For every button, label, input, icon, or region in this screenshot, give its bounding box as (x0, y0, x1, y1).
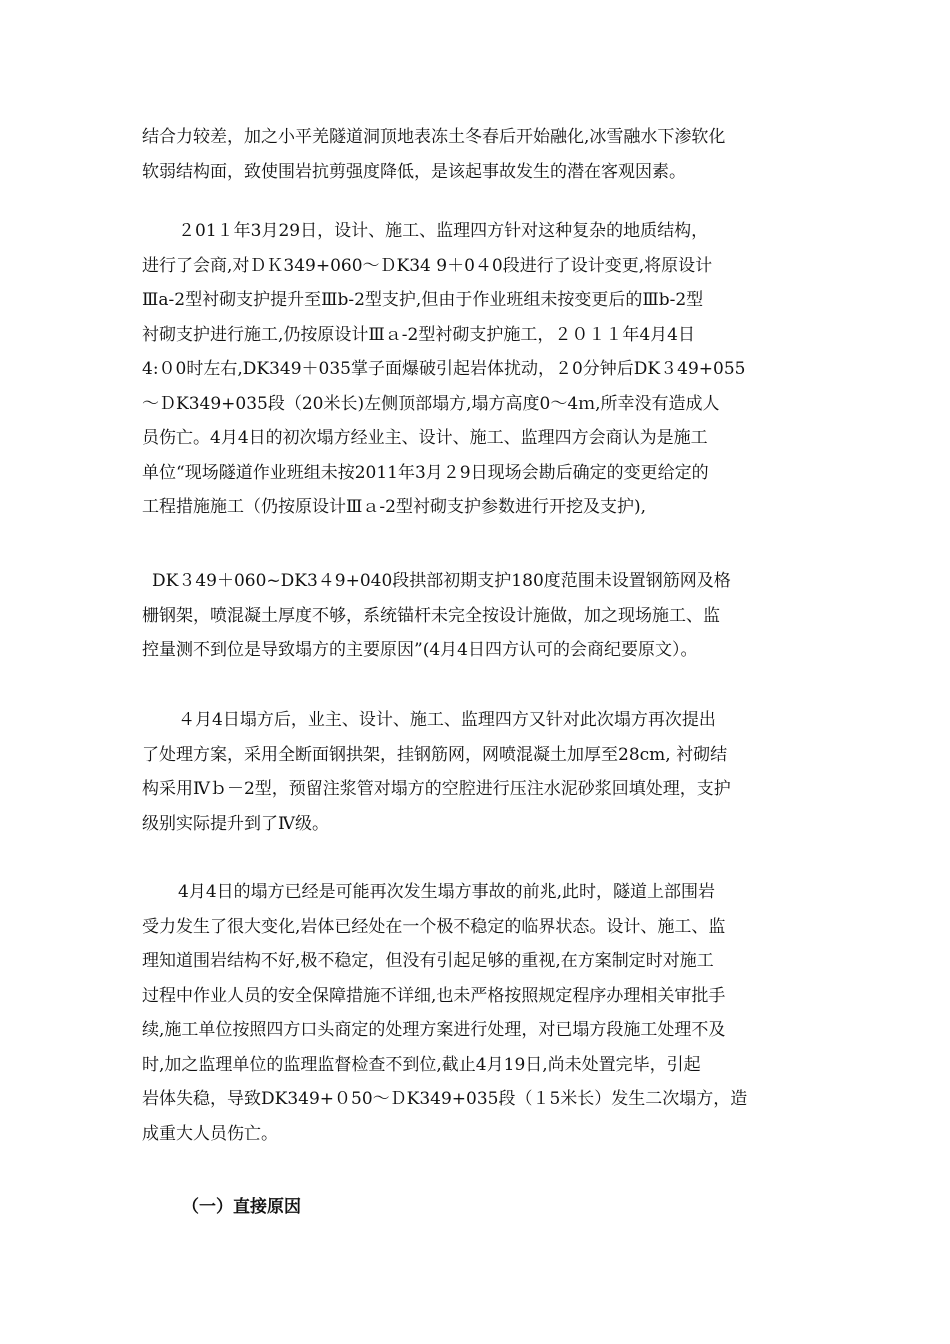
text-line: 工程措施施工（仍按原设计Ⅲａ-2型衬砌支护参数进行开挖及支护), (142, 497, 646, 517)
text-line: 单位“现场隧道作业班组未按2011年3月２9日现场会勘后确定的变更给定的 (142, 462, 709, 483)
paragraph-second-collapse (142, 875, 810, 1151)
text-line: 4:０0时左右,DK349＋035掌子面爆破引起岩体扰动，２0分钟后DK３49+055 (142, 359, 746, 379)
text-line: 员伤亡。4月4日的初次塌方经业主、设计、施工、监理四方会商认为是施工 (142, 428, 708, 448)
text-line: 进行了会商,对ＤＫ349+060～ＤK34 9＋0４0段进行了设计变更,将原设计 (142, 255, 713, 276)
paragraph-design-change (142, 214, 810, 525)
text-line: 栅钢架，喷混凝土厚度不够，系统锚杆未完全按设计施做，加之现场施工、监 (142, 605, 720, 626)
section-heading-direct-cause: （一）直接原因 (182, 1197, 301, 1217)
text-line: 成重大人员伤亡。 (142, 1123, 278, 1144)
text-line: 了处理方案，采用全断面钢拱架，挂钢筋网，网喷混凝土加厚至28cm, 衬砌结 (142, 744, 728, 765)
paragraph-main-cause (142, 564, 810, 668)
text-line: 构采用Ⅳｂ－2型，预留注浆管对塌方的空腔进行压注水泥砂浆回填处理，支护 (142, 779, 731, 799)
text-line: 理知道围岩结构不好,极不稳定，但没有引起足够的重视,在方案制定时对施工 (142, 951, 714, 971)
text-line: DK３49＋060~DK3４9+040段拱部初期支护180度范围未设置钢筋网及格 (152, 571, 731, 591)
text-line: 过程中作业人员的安全保障措施不详细,也未严格按照规定程序办理相关审批手 (142, 985, 726, 1006)
text-line: ４月4日塌方后，业主、设计、施工、监理四方又针对此次塌方再次提出 (178, 710, 716, 730)
paragraph-geology (142, 120, 810, 189)
text-line: ２01１年3月29日，设计、施工、监理四方针对这种复杂的地质结构， (178, 221, 709, 241)
text-line: 级别实际提升到了Ⅳ级。 (142, 813, 329, 834)
text-line: 岩体失稳，导致DK349+０50～ＤK349+035段（１5米长）发生二次塌方，造 (142, 1089, 748, 1109)
text-line: 控量测不到位是导致塌方的主要原因”(4月4日四方认可的会商纪要原文）。 (142, 640, 698, 660)
text-line: 衬砌支护进行施工,仍按原设计Ⅲａ-2型衬砌支护施工，２０１１年4月4日 (142, 324, 695, 345)
text-line: ～ＤK349+035段（20米长)左侧顶部塌方,塌方高度0～4ｍ,所幸没有造成人 (142, 393, 720, 414)
text-line: 软弱结构面，致使围岩抗剪强度降低，是该起事故发生的潜在客观因素。 (142, 161, 686, 182)
text-line: 时,加之监理单位的监理监督检查不到位,截止4月19日,尚未处置完毕，引起 (142, 1054, 701, 1075)
text-line: 受力发生了很大变化,岩体已经处在一个极不稳定的临界状态。设计、施工、监 (142, 916, 726, 937)
text-line: Ⅲa-2型衬砌支护提升至Ⅲb-2型支护,但由于作业班组未按变更后的Ⅲb-2型 (142, 290, 704, 310)
paragraph-treatment-plan (142, 703, 810, 841)
text-line: 续,施工单位按照四方口头商定的处理方案进行处理，对已塌方段施工处理不及 (142, 1020, 726, 1040)
text-line: 结合力较差，加之小平羌隧道洞顶地表冻土冬春后开始融化,冰雪融水下渗软化 (142, 127, 726, 147)
text-line: 4月4日的塌方已经是可能再次发生塌方事故的前兆,此时，隧道上部围岩 (178, 882, 716, 902)
